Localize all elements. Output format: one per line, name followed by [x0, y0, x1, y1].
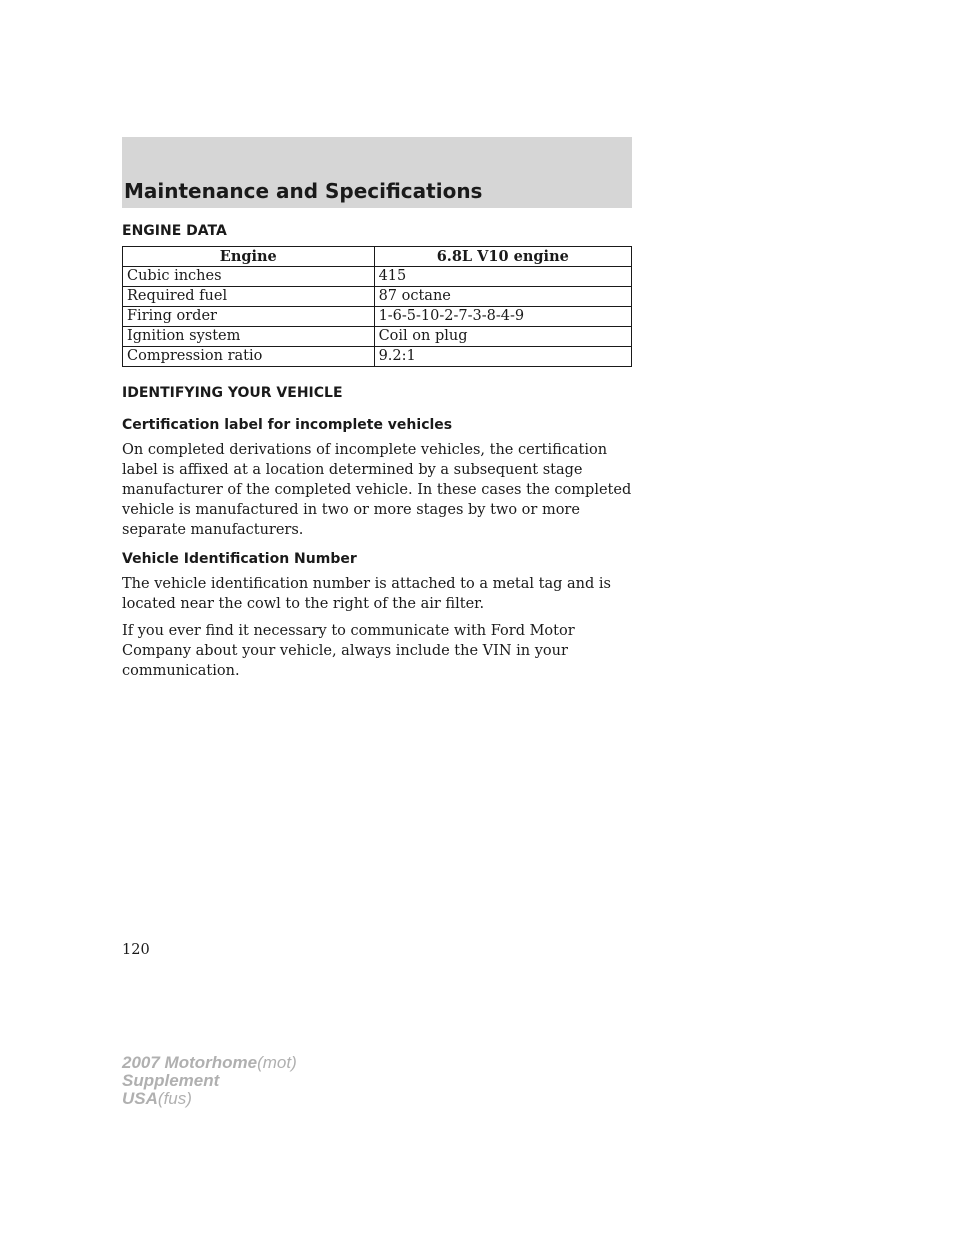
table-row [123, 347, 632, 367]
footer-line-model [122, 1054, 297, 1072]
vin-heading: Vehicle Identification Number [122, 551, 357, 567]
table-cell: Cubic inches [123, 267, 375, 287]
table-cell: 1-6-5-10-2-7-3-8-4-9 [374, 307, 631, 327]
table-cell: Firing order [123, 307, 375, 327]
table-cell: 87 octane [374, 287, 631, 307]
vin-paragraph: The vehicle identification number is attached to a metal tag and is located near the cowl to the right of the air filter. [122, 576, 611, 612]
engine-data-table [122, 246, 632, 367]
table-row [123, 267, 632, 287]
footer-line-market [122, 1090, 297, 1108]
table-row [123, 327, 632, 347]
table-cell: Compression ratio [123, 347, 375, 367]
section-header-band [122, 137, 632, 208]
table-cell: Required fuel [123, 287, 375, 307]
table-cell: Ignition system [123, 327, 375, 347]
footer-line-supplement [122, 1072, 297, 1090]
footer-market-code: (fus) [157, 1089, 192, 1108]
table-row [123, 287, 632, 307]
table-cell: 415 [374, 267, 631, 287]
table-header-row [123, 247, 632, 267]
table-header-cell: 6.8L V10 engine [374, 247, 631, 267]
document-footer [122, 1054, 297, 1108]
cert-label-heading: Certification label for incomplete vehicles [122, 417, 453, 433]
identifying-heading: IDENTIFYING YOUR VEHICLE [122, 385, 343, 401]
cert-label-paragraph: On completed derivations of incomplete vehicles, the certification label is affixed at a location determined by a subsequent stage manufacturer of the completed vehicle. In these cases the completed vehicle is manufactured in two or more stages by two or more separate manufacturers. [122, 442, 632, 538]
footer-model-code: (mot) [257, 1053, 297, 1072]
footer-model: 2007 Motorhome [122, 1053, 258, 1072]
page-number: 120 [122, 942, 150, 958]
engine-data-heading: ENGINE DATA [122, 223, 227, 239]
section-title: Maintenance and Specifications [124, 179, 483, 203]
table-cell: 9.2:1 [374, 347, 631, 367]
table-row [123, 307, 632, 327]
table-header-cell: Engine [123, 247, 375, 267]
vin-communication-paragraph: If you ever find it necessary to communicate with Ford Motor Company about your vehicle, always include the VIN in your communication. [122, 623, 575, 679]
page-content [122, 222, 632, 681]
footer-supplement: Supplement [122, 1071, 220, 1090]
table-cell: Coil on plug [374, 327, 631, 347]
footer-market: USA [122, 1089, 158, 1108]
